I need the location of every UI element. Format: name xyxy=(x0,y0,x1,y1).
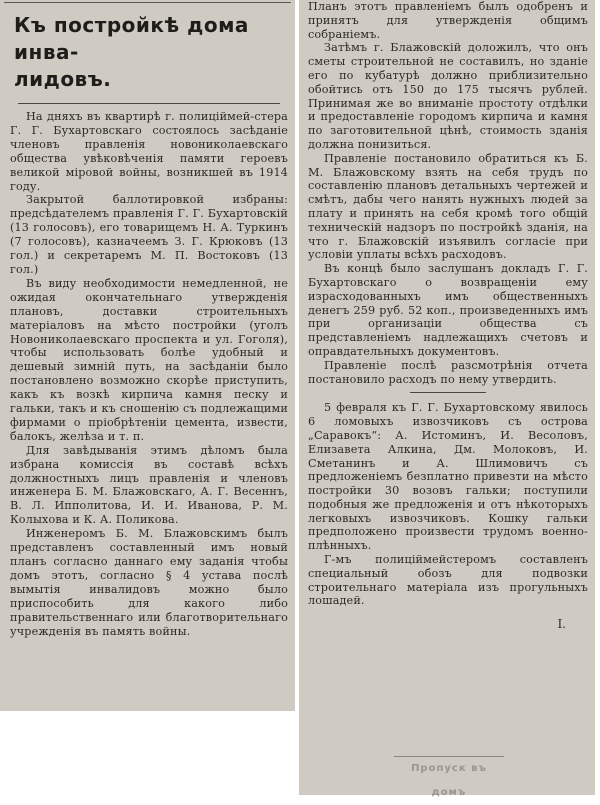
paragraph: Правленiе постановило обратиться къ Б. М. Блажовскому взять на себя трудъ по составленiю плановъ детальныхъ чертежей и смѣтъ, дабы чего нанять нужныхъ людей за плату и принять на себя кромѣ того общiй техническiй надзоръ по постройкѣ зданiя, на что г. Блажовскiй изъявилъ согласiе при условiи уплаты всѣхъ расходовъ. xyxy=(308,151,588,262)
paragraph: Закрытой баллотировкой избраны: предсѣдателемъ правленiя Г. Г. Бухартовскiй (13 голосовъ), его товарищемъ Н. А. Туркинъ (7 голосовъ), казначеемъ З. Г. Крюковъ (13 гол.) и секретаремъ М. П. Востоковъ (13 гол.) xyxy=(10,193,288,276)
headline-separator xyxy=(18,103,280,104)
paragraph: Затѣмъ г. Блажовскiй доложилъ, что онъ сметы строительной не составилъ, но зданiе его по кубатурѣ должно приблизительно обойтись отъ 150 до 175 тысячъ рублей. Принимая же во вниманiе простоту отдѣлки и предоставленiе городомъ кирпича и камня по заготовительной цѣнѣ, стоимость зданiя должна понизиться. xyxy=(308,41,588,151)
paragraph: Для завѣдыванiя этимъ дѣломъ была избрана комиссiя въ составѣ всѣхъ должностныхъ лицъ правленiя и членовъ инженера Б. М. Блажовскаго, А. Г. Весеннъ, В. Л. Ипполитова, И. И. Иванова, Р. М. Колыхова и К. А. Поликова. xyxy=(10,443,288,527)
signature: I. xyxy=(557,617,566,632)
paragraph: Инженеромъ Б. М. Блажовскимъ былъ представленъ составленный имъ новый планъ согласно даннаго ему заданiя чтобы домъ этотъ, согласно § 4 устава послѣ вымытiя инвалидовъ можно было приспособить для какого либо правительственнаго или благотворительнаго учрежденiя въ память войны. xyxy=(10,527,288,638)
paragraph: Планъ этотъ правленiемъ былъ одобренъ и принятъ для утвержденiя общимъ собранiемъ. xyxy=(308,0,588,41)
faded-footer-heading: Пропуск въ домъ xyxy=(394,756,504,783)
paragraph: 5 февраля къ Г. Г. Бухартовскому явилось 6 ломовыхъ извозчиковъ съ острова „Саравокъ“: А. Истоминъ, И. Весоловъ, Елизавета Алкина, Дм. Молоковъ, И. Сметанинъ и А. Шлимовичъ съ предложенiемъ безплатно привезти на мѣсто постройки 30 возовъ гальки; поступили подобныя же предложенiя и отъ нѣкоторыхъ легковыхъ извозчиковъ. Кошку гальки предположено произвести трудомъ военно-плѣнныхъ. xyxy=(308,401,588,553)
paragraph: Г-мъ полицiймейстеромъ составленъ специальный обозъ для подвозки строительнаго матерiала изъ прогульныхъ лошадей. xyxy=(308,553,588,608)
section-divider xyxy=(410,392,486,393)
paragraph: Въ концѣ было заслушанъ докладъ Г. Г. Бухартовскаго о возвращенiи ему израсходованныхъ имъ общественныхъ денегъ 259 руб. 52 коп., произведенныхъ имъ при организацiи общества съ представленiемъ надлежащихъ счетовъ и оправдательныхъ документовъ. xyxy=(308,262,588,358)
headline: Къ постройкѣ дома инва- лидовъ. xyxy=(14,13,249,91)
paragraph: Въ виду необходимости немедленной, не ожидая окончательнаго утвержденiя плановъ, доставки строительныхъ матерiаловъ на мѣсто постройки (уголъ Новониколаевскаго проспекта и ул. Гоголя), чтобы использовать болѣе удобный и дешевый зимнiй путь, на засѣданiи было постановлено возможно скорѣе приступить, какъ къ возкѣ кирпича камня песку и гальки, такъ и къ сношенiю съ подлежащими фирмами о прiобрѣтенiи цемента, извести, балокъ, желѣза и т. п. xyxy=(10,276,288,443)
left-column xyxy=(0,0,295,711)
right-column xyxy=(299,0,595,798)
top-rule xyxy=(4,2,291,3)
paragraph: Правленiе послѣ разсмотрѣнiя отчета постановило расходъ по нему утвердить. xyxy=(308,358,588,386)
paragraph: На дняхъ въ квартирѣ г. полицiймей-стера Г. Г. Бухартовскаго состоялось засѣданiе членовъ правленiя новониколаевскаго общества увѣковѣченiя памяти героевъ великой мiровой войны, возникшей въ 1914 году. xyxy=(10,110,288,193)
